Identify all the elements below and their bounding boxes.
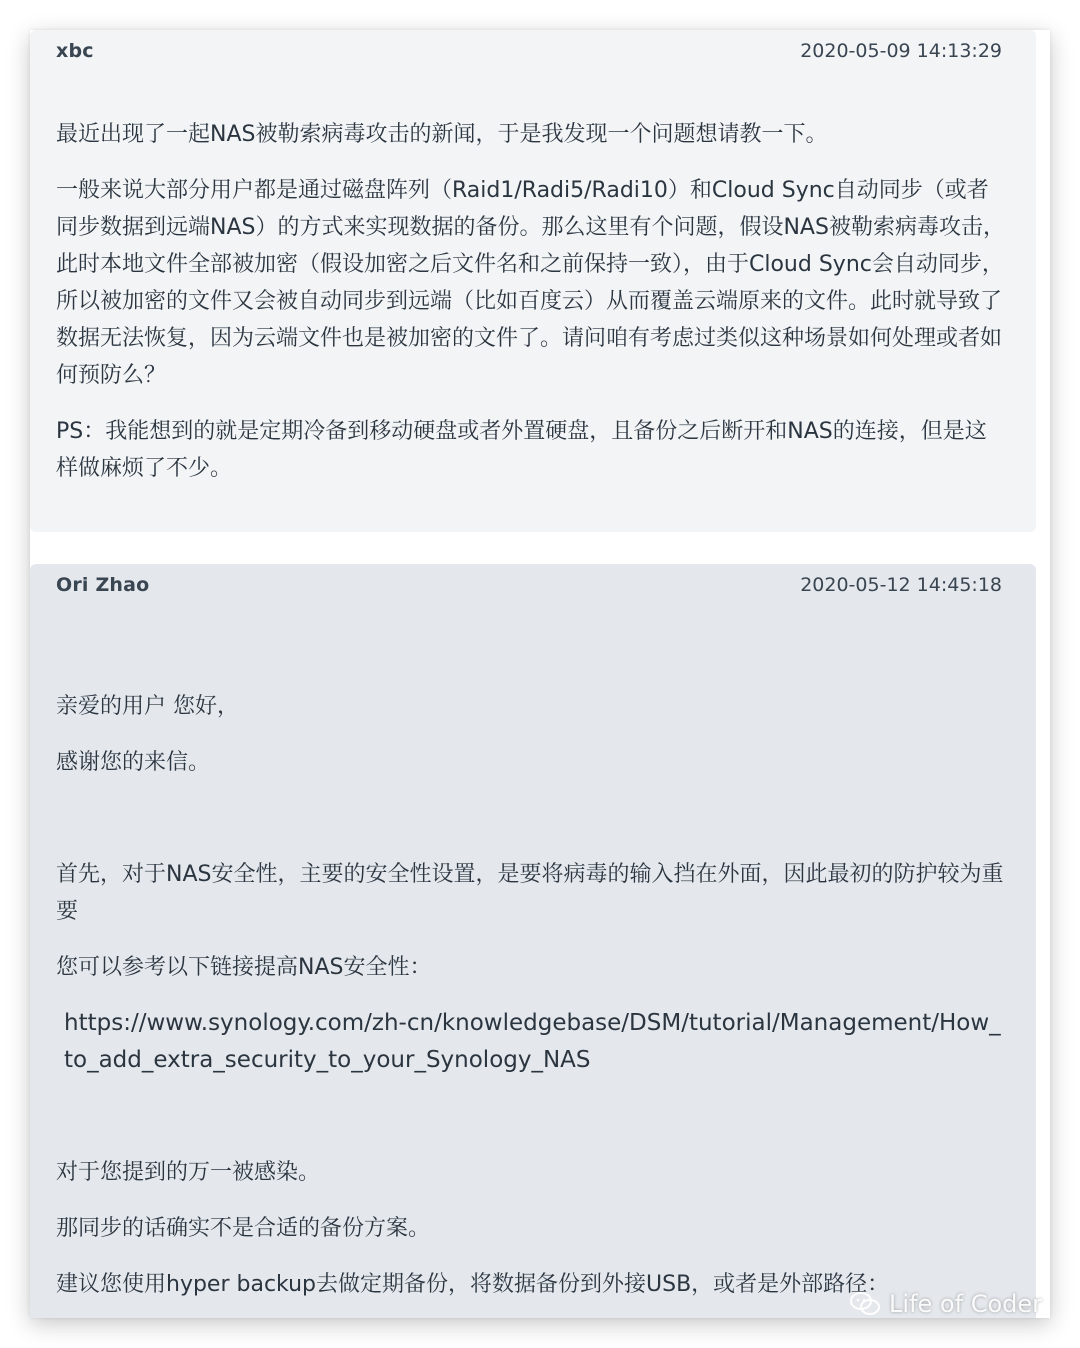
message-paragraph: 那同步的话确实不是合适的备份方案。	[56, 1216, 431, 1241]
message-timestamp: 2020-05-12 14:45:18	[800, 574, 1002, 596]
message-body	[56, 116, 1006, 506]
message-header	[56, 564, 1002, 618]
message-paragraph: 最近出现了一起NAS被勒索病毒攻击的新闻，于是我发现一个问题想请教一下。	[56, 122, 828, 147]
watermark	[849, 1290, 1042, 1318]
message-body	[56, 688, 1006, 1318]
blank-line	[56, 1098, 1006, 1154]
blank-line	[56, 800, 1006, 856]
message-paragraph: 您可以参考以下链接提高NAS安全性：	[56, 955, 432, 980]
message-card	[30, 30, 1036, 532]
message-timestamp: 2020-05-09 14:13:29	[800, 40, 1002, 62]
wechat-icon	[849, 1291, 881, 1317]
message-paragraph: 一般来说大部分用户都是通过磁盘阵列（Raid1/Radi5/Radi10）和Cloud Sync自动同步（或者同步数据到远端NAS）的方式来实现数据的备份。那么这里有个问题，假设NAS被勒索病毒攻击，此时本地文件全部被加密（假设加密之后文件名和之前保持一致），由于Cloud Sync会自动同步，所以被加密的文件又会被自动同步到远端（比如百度云）从而覆盖云端原来的文件。此时就导致了数据无法恢复，因为云端文件也是被加密的文件了。请问咱有考虑过类似这种场景如何处理或者如何预防么？	[56, 178, 1005, 388]
knowledgebase-link[interactable]: https://www.synology.com/zh-cn/knowledgebase/DSM/tutorial/Management/How_to_add_extra_security_to_your_Synology_NAS	[64, 1010, 1001, 1073]
thanks-text: 感谢您的来信。	[56, 750, 211, 775]
ticket-thread	[30, 30, 1050, 1318]
message-card	[30, 564, 1036, 1318]
message-author: xbc	[56, 40, 94, 62]
message-paragraph: PS：我能想到的就是定期冷备到移动硬盘或者外置硬盘，且备份之后断开和NAS的连接，但是这样做麻烦了不少。	[56, 419, 987, 481]
watermark-text: Life of Coder	[889, 1290, 1042, 1318]
message-header	[56, 30, 1002, 84]
message-paragraph: 建议您使用hyper backup去做定期备份，将数据备份到外接USB，或者是外部路径：	[56, 1272, 890, 1297]
greeting-text: 亲爱的用户 您好，	[56, 694, 239, 719]
message-paragraph: 首先，对于NAS安全性，主要的安全性设置，是要将病毒的输入挡在外面，因此最初的防护较为重要	[56, 862, 1004, 924]
message-author: Ori Zhao	[56, 574, 150, 596]
message-paragraph: 对于您提到的万一被感染。	[56, 1160, 321, 1185]
